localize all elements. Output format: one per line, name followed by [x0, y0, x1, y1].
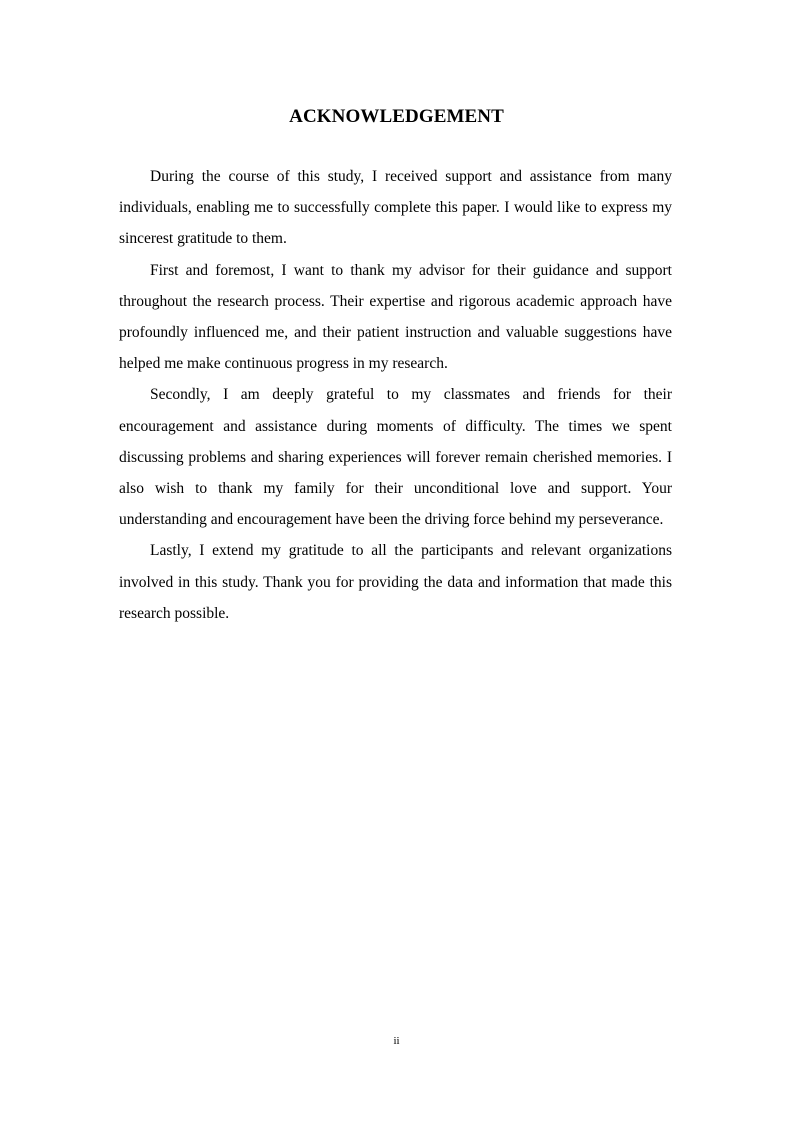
page-number: ii — [393, 1035, 400, 1047]
paragraph-intro: During the course of this study, I received support and assistance from many individuals, enabling me to successfully complete this paper. I would like to express my sincerest gratitude to them. — [119, 168, 672, 248]
paragraph-friends-family: Secondly, I am deeply grateful to my classmates and friends for their encouragement and assistance during moments of difficulty. The times we spent discussing problems and sharing experiences will forever remain cherished memories. I also wish to thank my family for their unconditional love and support. Your understanding and encouragement have been the driving force behind my perseverance. — [119, 386, 672, 529]
acknowledgement-body — [119, 161, 672, 629]
paragraph-advisor: First and foremost, I want to thank my advisor for their guidance and support throughout the research process. Their expertise and rigorous academic approach have profoundly influenced me, and their patient instruction and valuable suggestions have helped me make continuous progress in my research. — [119, 261, 672, 373]
page-title: ACKNOWLEDGEMENT — [289, 106, 504, 127]
paragraph-participants: Lastly, I extend my gratitude to all the participants and relevant organizations involved in this study. Thank you for providing the data and information that made this research possible. — [119, 542, 672, 622]
